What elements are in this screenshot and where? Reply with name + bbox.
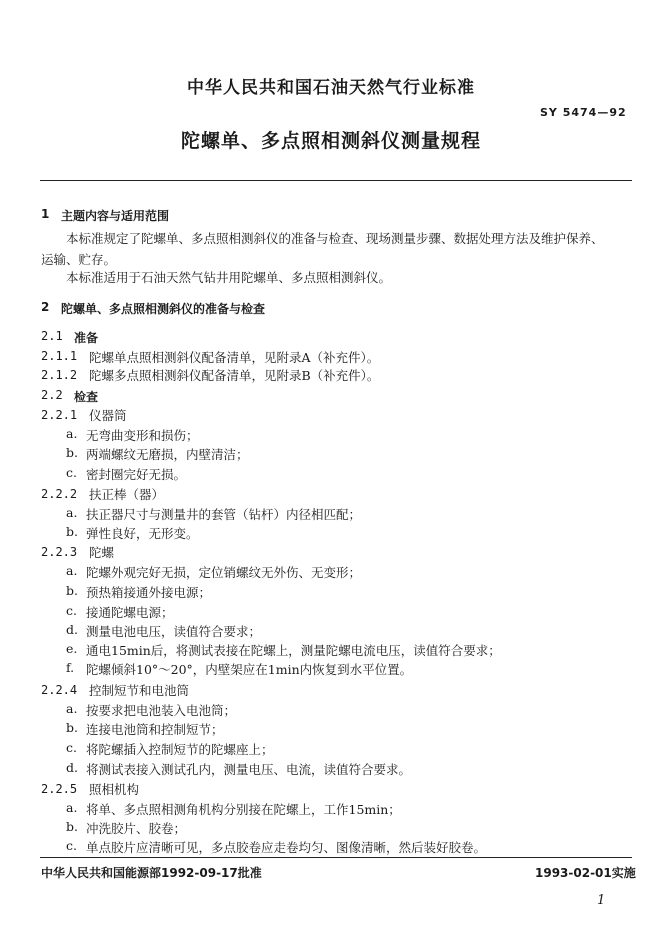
list-item-mark: a. (66, 701, 78, 716)
list-item: 通电15min后，将测试表接在陀螺上，测量陀螺电流电压，读值符合要求； (86, 643, 501, 658)
list-item: 陀螺外观完好无损，定位销螺纹无外伤、无变形； (86, 565, 362, 580)
list-item-mark: c. (66, 465, 77, 480)
section-2-1-number: 2.1 (41, 329, 63, 343)
list-item: 陀螺倾斜10°～20°，内壁架应在1min内恢复到水平位置。 (86, 662, 413, 677)
section-2-2-4-heading: 控制短节和电池筒 (89, 683, 190, 698)
list-item-mark: d. (66, 760, 78, 775)
list-item: 单点胶片应清晰可见，多点胶卷应走卷均匀、图像清晰，然后装好胶卷。 (86, 840, 487, 855)
section-2-2-number: 2.2 (41, 388, 63, 402)
list-item-mark: d. (66, 622, 78, 637)
list-item: 冲洗胶片、胶卷； (86, 821, 187, 836)
page-number: 1 (597, 893, 606, 908)
document-title: 陀螺单、多点照相测斜仪测量规程 (180, 130, 481, 152)
section-2-2-2-number: 2.2.2 (41, 487, 78, 501)
list-item-mark: a. (66, 426, 78, 441)
section-2-1-2-number: 2.1.2 (41, 368, 78, 382)
section-2-2-4-number: 2.2.4 (41, 683, 78, 697)
list-item: 接通陀螺电源； (86, 605, 174, 620)
section-2-1-1-number: 2.1.1 (41, 349, 78, 363)
section-2-2-1-number: 2.2.1 (41, 408, 78, 422)
list-item-mark: a. (66, 505, 78, 520)
list-item-mark: b. (66, 720, 78, 735)
list-item: 密封圈完好无损。 (86, 467, 187, 482)
list-item-mark: a. (66, 563, 78, 578)
section-2-2-2-heading: 扶正棒（器） (89, 487, 165, 502)
section-2-heading: 陀螺单、多点照相测斜仪的准备与检查 (61, 302, 266, 316)
section-1-heading: 主题内容与适用范围 (61, 209, 170, 223)
list-item-mark: f. (66, 660, 75, 675)
industry-standard-heading: 中华人民共和国石油天然气行业标准 (187, 78, 475, 98)
list-item-mark: b. (66, 524, 78, 539)
list-item-mark: c. (66, 603, 77, 618)
list-item-mark: b. (66, 583, 78, 598)
list-item: 无弯曲变形和损伤； (86, 428, 199, 443)
list-item: 测量电池电压，读值符合要求； (86, 624, 262, 639)
section-2-2-3-number: 2.2.3 (41, 545, 78, 559)
section-2-2-5-heading: 照相机构 (89, 782, 140, 797)
list-item-mark: e. (66, 641, 78, 656)
list-item: 连接电池筒和控制短节； (86, 722, 224, 737)
section-2-1-1-text: 陀螺单点照相测斜仪配备清单，见附录A（补充件）。 (89, 350, 380, 365)
list-item: 扶正器尺寸与测量井的套管（钻杆）内径相匹配； (86, 507, 362, 522)
implementation-date: 1993-02-01实施 (535, 866, 636, 880)
section-1-paragraph-1-line-1: 本标准规定了陀螺单、多点照相测斜仪的准备与检查、现场测量步骤、数据处理方法及维护保养、 (66, 231, 604, 246)
list-item-mark: c. (66, 838, 77, 853)
list-item: 将陀螺插入控制短节的陀螺座上； (86, 742, 274, 757)
section-2-2-1-heading: 仪器筒 (89, 408, 127, 423)
section-2-number: 2 (41, 300, 50, 314)
list-item: 弹性良好，无形变。 (86, 526, 199, 541)
list-item: 将测试表接入测试孔内，测量电压、电流，读值符合要求。 (86, 762, 412, 777)
section-2-2-5-number: 2.2.5 (41, 782, 78, 796)
section-1-paragraph-1-line-2: 运输、贮存。 (41, 252, 117, 267)
section-2-2-heading: 检查 (74, 390, 99, 404)
list-item: 按要求把电池装入电池筒； (86, 703, 237, 718)
list-item-mark: c. (66, 740, 77, 755)
footer-rule (40, 857, 632, 858)
section-2-1-2-text: 陀螺多点照相测斜仪配备清单，见附录B（补充件）。 (89, 368, 380, 383)
standard-number: SY 5474—92 (540, 106, 627, 119)
list-item: 将单、多点照相测角机构分别接在陀螺上，工作15min； (86, 802, 401, 817)
list-item-mark: b. (66, 819, 78, 834)
header-rule (40, 180, 632, 181)
list-item-mark: b. (66, 445, 78, 460)
section-2-1-heading: 准备 (74, 331, 99, 345)
approval-line: 中华人民共和国能源部1992-09-17批准 (41, 866, 262, 880)
list-item: 两端螺纹无磨损，内壁清洁； (86, 447, 249, 462)
section-1-number: 1 (41, 207, 50, 221)
section-2-2-3-heading: 陀螺 (89, 545, 115, 560)
list-item: 预热箱接通外接电源； (86, 585, 212, 600)
list-item-mark: a. (66, 800, 78, 815)
section-1-paragraph-2: 本标准适用于石油天然气钻井用陀螺单、多点照相测斜仪。 (66, 270, 392, 285)
